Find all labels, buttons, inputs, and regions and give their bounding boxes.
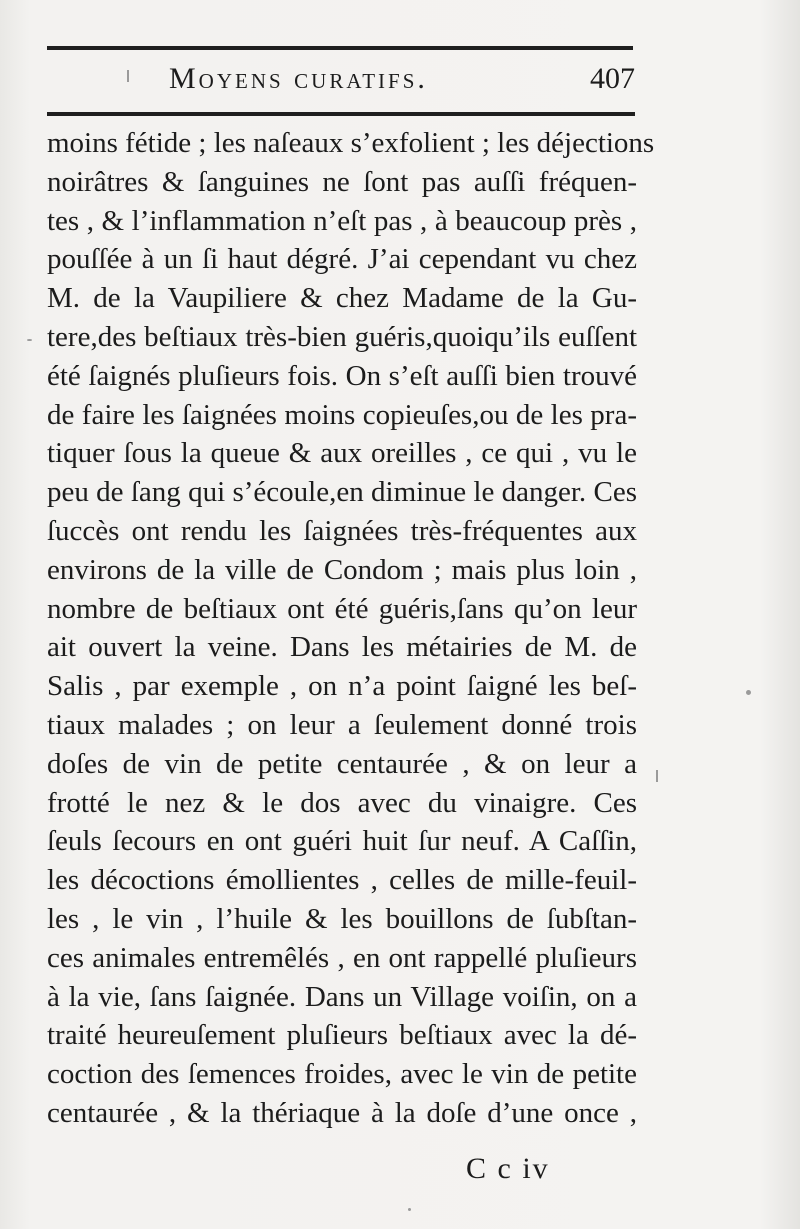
text-line: les , le vin , l’huile & les bouillons de ſubſtan- xyxy=(47,902,637,935)
text-line: ait ouvert la veine. Dans les métairies de M. de xyxy=(47,631,637,664)
running-head xyxy=(47,62,637,102)
text-line: coction des ſemences froides, avec le vin de petite xyxy=(47,1058,637,1091)
text-line: moins fétide ; les naſeaux s’exfolient ; les déjections xyxy=(47,127,655,159)
text-line: environs de la ville de Condom ; mais plus loin , xyxy=(47,553,637,586)
text-line: noirâtres & ſanguines ne ſont pas auſſi fréquen- xyxy=(47,165,637,198)
text-line: été ſaignés pluſieurs fois. On s’eſt auſſi bien trouvé xyxy=(47,359,637,392)
page-number: 407 xyxy=(590,62,635,95)
ink-speck xyxy=(656,770,658,782)
text-line: à la vie, ſans ſaignée. Dans un Village voiſin, on a xyxy=(47,980,637,1013)
text-line: tes , & l’inflammation n’eſt pas , à beaucoup près , xyxy=(47,204,637,237)
text-line: ſeuls ſecours en ont guéri huit ſur neuf. A Caſſin, xyxy=(47,825,637,858)
text-line: doſes de vin de petite centaurée , & on leur a xyxy=(47,747,637,780)
ink-speck xyxy=(127,70,129,82)
text-line: les décoctions émollientes , celles de mille-feuil- xyxy=(47,864,637,897)
text-line: ſuccès ont rendu les ſaignées très-fréquentes aux xyxy=(47,514,637,547)
ink-speck xyxy=(408,1208,411,1211)
text-line: tere,des beſtiaux très-bien guéris,quoiqu’ils euſſent xyxy=(47,320,637,353)
text-line: de faire les ſaignées moins copieuſes,ou de les pra- xyxy=(47,398,637,431)
text-line: pouſſée à un ſi haut dégré. J’ai cependant vu chez xyxy=(47,243,637,276)
text-line: tiaux malades ; on leur a ſeulement donné trois xyxy=(47,708,637,741)
ink-speck xyxy=(27,339,32,341)
text-line: tiquer ſous la queue & aux oreilles , ce qui , vu le xyxy=(47,437,637,470)
text-line: centaurée , & la thériaque à la doſe d’une once , xyxy=(47,1096,637,1129)
ink-speck xyxy=(746,690,751,695)
text-line: traité heureuſement pluſieurs beſtiaux avec la dé- xyxy=(47,1019,637,1052)
header-rule-top xyxy=(47,46,633,50)
text-line: frotté le nez & le dos avec du vinaigre. Ces xyxy=(47,786,637,819)
catchword-signature: C c iv xyxy=(466,1152,550,1185)
header-rule-bottom xyxy=(47,112,635,116)
text-line: ces animales entremêlés , en ont rappellé pluſieurs xyxy=(47,941,637,974)
running-head-title: Moyens curatifs. xyxy=(169,62,428,95)
text-line: nombre de beſtiaux ont été guéris,ſans qu’on leur xyxy=(47,592,637,625)
text-line: peu de ſang qui s’écoule,en diminue le danger. Ces xyxy=(47,476,637,509)
text-line: Salis , par exemple , on n’a point ſaigné les beſ- xyxy=(47,670,637,703)
body-text xyxy=(47,124,655,1133)
text-line: M. de la Vaupiliere & chez Madame de la Gu- xyxy=(47,282,637,315)
